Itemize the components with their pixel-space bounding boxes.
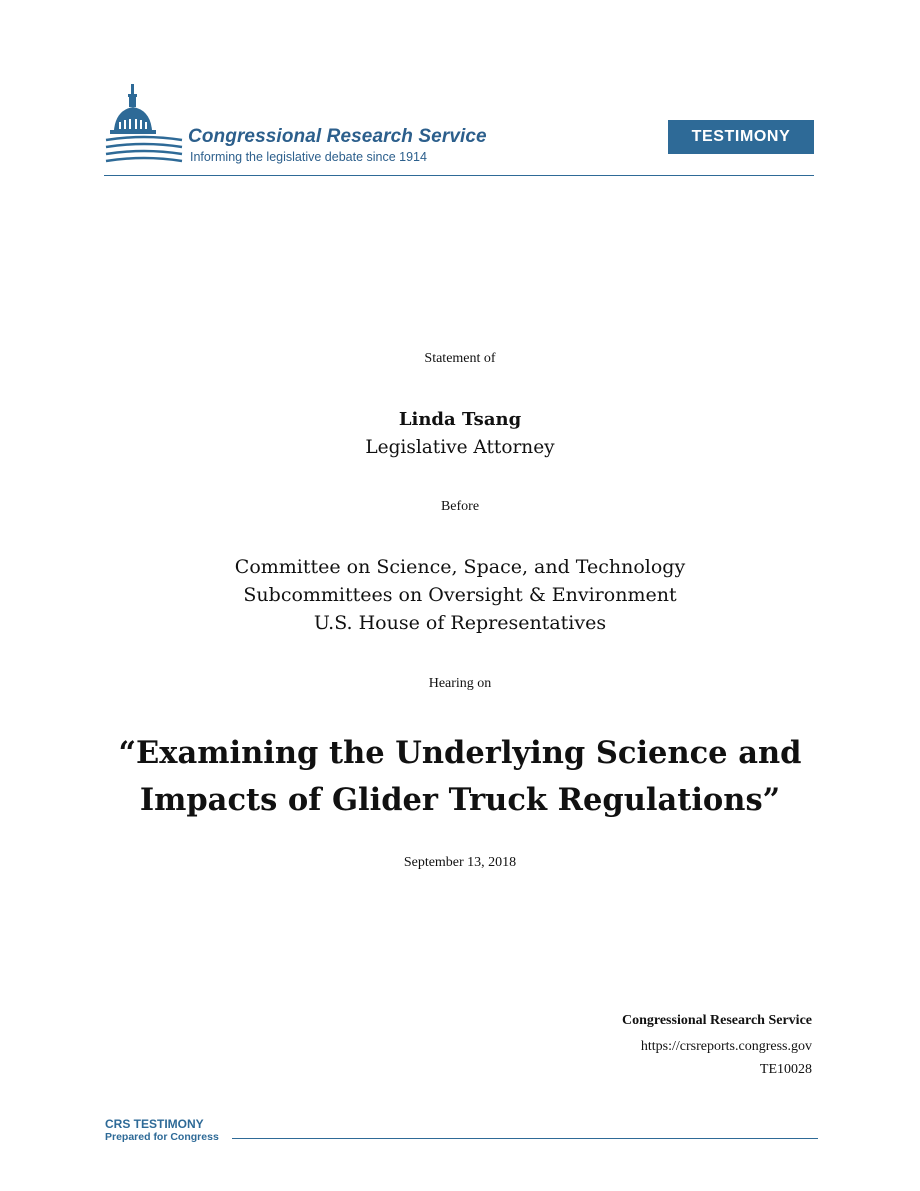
hearing-date: September 13, 2018 xyxy=(403,855,517,870)
chamber-line: U.S. House of Representatives xyxy=(313,612,607,634)
hearing-label: Hearing on xyxy=(428,676,492,691)
org-tagline: Informing the legislative debate since 1914 xyxy=(190,150,427,164)
testimony-badge: TESTIMONY xyxy=(668,120,814,154)
header-divider xyxy=(104,175,814,176)
witness-name: Linda Tsang xyxy=(398,409,522,430)
footer-label: CRS TESTIMONY xyxy=(105,1117,204,1131)
committee-line: Committee on Science, Space, and Technology xyxy=(234,556,686,578)
hearing-title xyxy=(0,730,920,824)
subcommittee-line: Subcommittees on Oversight & Environment xyxy=(243,584,677,606)
before-label: Before xyxy=(440,499,480,514)
capitol-dome-icon xyxy=(104,80,184,170)
org-name: Congressional Research Service xyxy=(188,126,487,147)
publisher-url[interactable]: https://crsreports.congress.gov xyxy=(640,1039,812,1054)
report-id: TE10028 xyxy=(759,1062,812,1077)
statement-intro: Statement of xyxy=(424,351,496,366)
publisher-name: Congressional Research Service xyxy=(621,1013,812,1028)
hearing-title-line: “Examining the Underlying Science and xyxy=(118,735,802,771)
footer-sublabel: Prepared for Congress xyxy=(105,1131,219,1143)
hearing-title-line: Impacts of Glider Truck Regulations” xyxy=(139,782,781,818)
footer-divider xyxy=(232,1138,818,1139)
witness-title: Legislative Attorney xyxy=(365,437,555,458)
